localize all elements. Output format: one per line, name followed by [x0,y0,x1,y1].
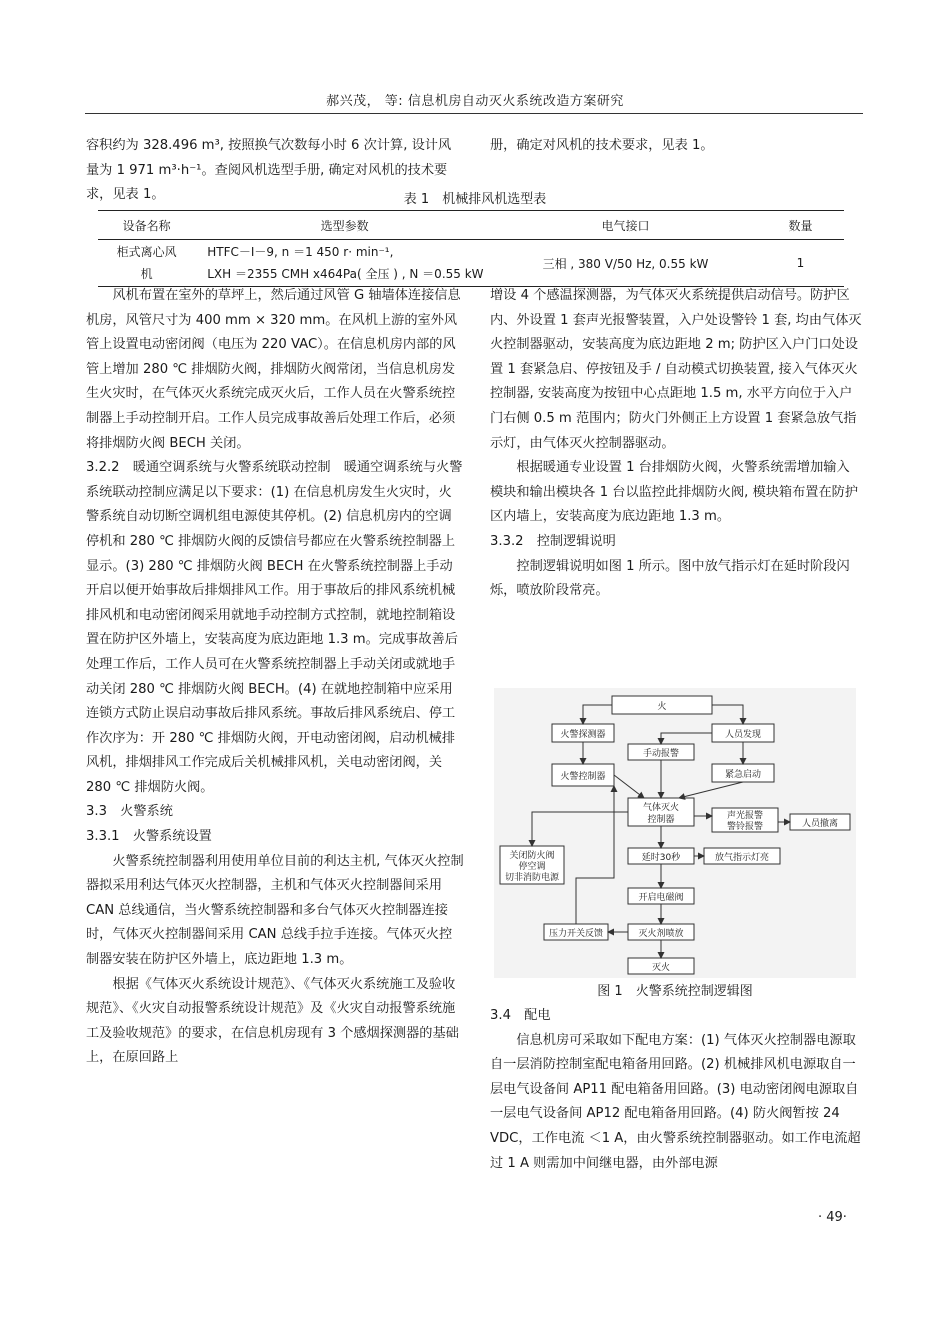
table-cell-electrical: 三相 , 380 V/50 Hz, 0.55 kW [494,240,757,287]
table-caption: 表 1 机械排风机选型表 [403,192,547,207]
label-manual-alarm: 手动报警 [642,749,680,759]
left-para-0: 容积约为 328.496 m³, 按照换气次数每小时 6 次计算, 设计风量为 1 971 m³·h⁻¹。查阅风机选型手册, 确定对风机的技术要求，见表 1。 [86,138,452,203]
label-emergency-start: 紧急启动 [724,770,762,780]
right-para-2: 根据暖通专业设置 1 台排烟防火阀，火警系统需增加输入模块和输出模块各 1 台以监控此排烟防火阀, 模块箱布置在防护区内墙上，安装高度为底边距地 1.3 m。 [490,460,859,525]
left-para-2: 火警系统控制器利用使用单位目前的利达主机, 气体灭火控制器拟采用利达气体灭火控制器，主机和气体灭火控制器间采用 CAN 总线通信，当火警系统控制器和多台气体灭火控制器连接时，气体灭火控制器间采用 CAN 总线手拉手连接。气体灭火控制器安装在防护区外墙上，底边距地 1.3 m。 [86,853,464,968]
right-column-lower [490,1004,862,1176]
section-3-3: 3.3 火警系统 [86,804,173,820]
section-3-3-2: 3.3.2 控制逻辑说明 [490,533,616,549]
right-para-3: 控制逻辑说明如图 1 所示。图中放气指示灯在延时阶段闪烁，喷放阶段常亮。 [490,558,850,599]
label-fire-ctrl: 火警控制器 [560,772,606,782]
table-cell-params [195,240,494,287]
table-header: 设备名称 [98,211,195,240]
label-pressure: 压力开关反馈 [548,929,604,939]
header-rule [85,113,863,114]
running-header: 郝兴茂， 等: 信息机房自动灭火系统改造方案研究 [326,94,624,109]
right-para-0: 册，确定对风机的技术要求，见表 1。 [490,138,714,153]
params-line-2: LXH ＝2355 CMH x464Pa( 全压 ) , N ＝0.55 kW [207,267,484,281]
label-detector: 火警探测器 [560,730,606,740]
left-para-1: 风机布置在室外的草坪上，然后通过风管 G 轴墙体连接信息机房，风管尺寸为 400 mm × 320 mm。在风机上游的室外风管上设置电动密闭阀（电压为 220 VAC）。在信息机房内部的风管上增加 280 ℃ 排烟防火阀，排烟防火阀常闭，当信息机房发生火灾时，在气体灭火系统完成灭火后，工作人员在火警系统控制器上手动控制开启。工作人员完成事故善后处理工作后，必须将排烟防火阀 BECH 关闭。 [86,288,461,451]
label-spray: 灭火剂喷放 [638,929,684,939]
section-3-2-2: 3.2.2 暖通空调系统与火警系统联动控制 暖通空调系统与火警系统联动控制应满足以下要求：(1) 在信息机房发生火灾时，火警系统自动切断空调机组电源使其停机。(2) 信息机房内的空调停机和 280 ℃ 排烟防火阀的反馈信号都应在火警系统控制器上显示。(3) 280 ℃ 排烟防火阀 BECH 在火警系统控制器上手动开启以便开始事故后排烟排风工作。用于事故后的排风系统机械排风机和电动密闭阀采用就地手动控制方式控制，就地控制箱设置在防护区外墙上，安装高度为底边距地 1.3 m。完成事故善后处理工作后，工作人员可在火警系统控制器上手动关闭或就地手动关闭 280 ℃ 排烟防火阀 BECH。(4) 在就地控制箱中应采用连锁方式防止误启动事故后排风系统。事故后排风系统启、停工作次序为：开 280 ℃ 排烟防火阀，开电动密闭阀，启动机械排风机，排烟排风工作完成后关机械排风机，关电动密闭阀，关 280 ℃ 排烟防火阀。 [86,460,463,795]
label-gas-ctrl-2: 控制器 [647,815,675,825]
table-cell-qty: 1 [757,240,844,287]
label-close-2: 停空调 [518,862,546,872]
right-para-4: 信息机房可采取如下配电方案：(1) 气体灭火控制器电源取自一层消防控制室配电箱备用回路。(2) 机械排风机电源取自一层电气设备间 AP11 配电箱备用回路。(3) 电动密闭阀电源取自一层电气设备间 AP12 配电箱备用回路。(4) 防火阀暂按 24 VDC，工作电流 ＜1 A，由火警系统控制器驱动。如工作电流超过 1 A 则需加中间继电器，由外部电源 [490,1032,861,1171]
left-column [86,284,464,1071]
label-sound-1: 声光报警 [726,811,764,821]
table-header: 数量 [757,211,844,240]
label-human: 人员发现 [724,730,762,740]
params-line-1: HTFC－Ⅰ－9, n ＝1 450 r· min⁻¹, [207,245,394,259]
label-fire: 火 [657,702,667,712]
label-release-light: 放气指示灯亮 [714,853,770,863]
table-header: 选型参数 [195,211,494,240]
right-para-1: 增设 4 个感温探测器，为气体灭火系统提供启动信号。防护区内、外设置 1 套声光报警装置，入户处设警铃 1 套, 均由气体灭火控制器驱动，安装高度为底边距地 2 m; 防护区入户门口处设置 1 套紧急启、停按钮及手 / 自动模式切换装置, 接入气体灭火控制器, 安装高度为按钮中心点距地 1.5 m, 水平方向位于入户门右侧 0.5 m 范围内；防火门外侧正上方设置 1 套紧急放气指示灯，由气体灭火控制器驱动。 [490,288,862,451]
label-close-1: 关闭防火阀 [509,851,555,861]
right-col-top [490,134,862,159]
table-cell-name: 柜式离心风机 [98,240,195,287]
figure-caption: 图 1 火警系统控制逻辑图 [597,984,753,999]
label-evacuate: 人员撤离 [801,819,839,829]
label-valve: 开启电磁阀 [638,893,684,903]
table-header: 电气接口 [494,211,757,240]
table-1 [98,210,844,287]
section-3-4: 3.4 配电 [490,1008,551,1023]
label-extinguish: 灭火 [651,963,671,973]
right-column-upper [490,284,862,604]
label-delay: 延时30秒 [641,853,681,863]
label-close-3: 切非消防电源 [504,873,560,883]
page-number: · 49· [818,1210,847,1225]
figure-1 [494,688,856,978]
label-sound-2: 警铃报警 [726,822,764,832]
left-para-3: 根据《气体灭火系统设计规范》、《气体灭火系统施工及验收规范》、《火灾自动报警系统设计规范》及《火灾自动报警系统施工及验收规范》的要求，在信息机房现有 3 个感烟探测器的基础上，在原回路上 [86,976,459,1066]
section-3-3-1: 3.3.1 火警系统设置 [86,829,212,845]
label-gas-ctrl-1: 气体灭火 [642,803,680,813]
